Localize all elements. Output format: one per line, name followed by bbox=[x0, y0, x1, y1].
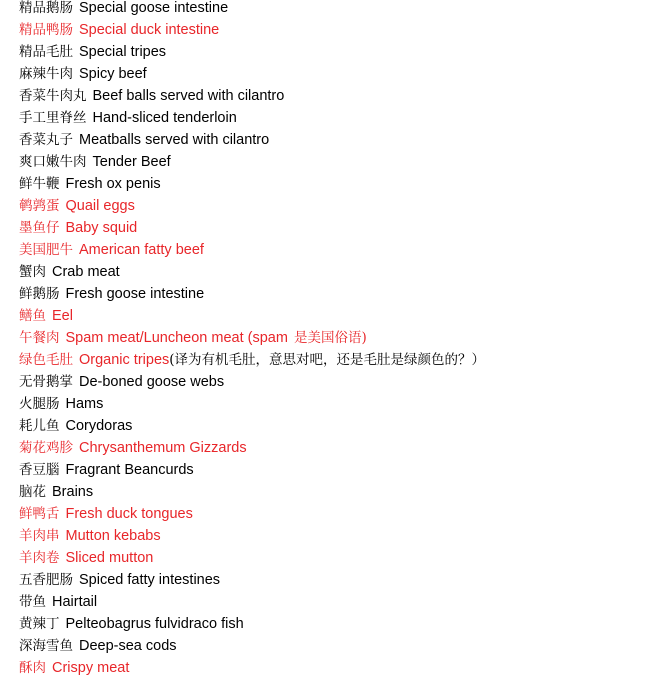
menu-item-chinese-name: 鳝鱼 bbox=[19, 308, 46, 324]
translator-note: 是美国俗语) bbox=[293, 330, 367, 346]
menu-item-chinese-name: 带鱼 bbox=[19, 594, 46, 610]
menu-item-english-name: Organic tripes bbox=[79, 352, 170, 368]
menu-item-english-name: Eel bbox=[52, 308, 73, 324]
translator-note: (译为有机毛肚，意思对吧，还是毛肚是绿颜色的？） bbox=[169, 352, 486, 368]
menu-item bbox=[19, 107, 659, 129]
menu-item-chinese-name: 香菜牛肉丸 bbox=[19, 88, 87, 104]
menu-item-chinese-name: 午餐肉 bbox=[19, 330, 60, 346]
menu-item-english-name: Fresh ox penis bbox=[65, 176, 161, 192]
menu-item-english-name: Fragrant Beancurds bbox=[65, 462, 194, 478]
menu-item-chinese-name: 菊花鸡胗 bbox=[19, 440, 73, 456]
menu-item-chinese-name: 香菜丸子 bbox=[19, 132, 73, 148]
menu-item bbox=[19, 437, 659, 459]
menu-item-english-name: Hairtail bbox=[52, 594, 98, 610]
menu-item-english-name: Spam meat/Luncheon meat (spam bbox=[65, 330, 288, 346]
menu-item bbox=[19, 41, 659, 63]
menu-item bbox=[19, 657, 659, 679]
menu-item-chinese-name: 精品鸭肠 bbox=[19, 22, 73, 38]
menu-item-english-name: Mutton kebabs bbox=[65, 528, 161, 544]
menu-item-chinese-name: 精品鹅肠 bbox=[19, 0, 73, 16]
menu-item bbox=[19, 371, 659, 393]
menu-item-english-name: Crab meat bbox=[52, 264, 120, 280]
menu-item bbox=[19, 349, 659, 371]
menu-item-chinese-name: 鲜鹅肠 bbox=[19, 286, 60, 302]
menu-item-english-name: De-boned goose webs bbox=[79, 374, 225, 390]
menu-item bbox=[19, 0, 659, 19]
menu-item bbox=[19, 481, 659, 503]
menu-item-chinese-name: 五香肥肠 bbox=[19, 572, 73, 588]
menu-item-chinese-name: 麻辣牛肉 bbox=[19, 66, 73, 82]
menu-item bbox=[19, 635, 659, 657]
menu-item-chinese-name: 羊肉卷 bbox=[19, 550, 60, 566]
menu-item-chinese-name: 深海雪鱼 bbox=[19, 638, 73, 654]
menu-item bbox=[19, 85, 659, 107]
menu-item bbox=[19, 305, 659, 327]
menu-item bbox=[19, 459, 659, 481]
menu-item-chinese-name: 酥肉 bbox=[19, 660, 46, 676]
menu-item-chinese-name: 脑花 bbox=[19, 484, 46, 500]
menu-item-chinese-name: 蟹肉 bbox=[19, 264, 46, 280]
menu-item bbox=[19, 151, 659, 173]
menu-item bbox=[19, 591, 659, 613]
menu-item bbox=[19, 415, 659, 437]
menu-item-chinese-name: 火腿肠 bbox=[19, 396, 60, 412]
menu-item bbox=[19, 525, 659, 547]
menu-item-chinese-name: 鲜牛鞭 bbox=[19, 176, 60, 192]
menu-item bbox=[19, 569, 659, 591]
menu-item-english-name: Quail eggs bbox=[65, 198, 135, 214]
menu-item-english-name: Corydoras bbox=[65, 418, 133, 434]
menu-item-english-name: Baby squid bbox=[65, 220, 138, 236]
menu-item-english-name: Pelteobagrus fulvidraco fish bbox=[65, 616, 244, 632]
menu-item bbox=[19, 129, 659, 151]
menu-item-chinese-name: 香豆腦 bbox=[19, 462, 60, 478]
menu-item-english-name: Fresh duck tongues bbox=[65, 506, 193, 522]
menu-translation-list bbox=[19, 0, 659, 679]
menu-item-chinese-name: 绿色毛肚 bbox=[19, 352, 73, 368]
menu-item-chinese-name: 手工里脊丝 bbox=[19, 110, 87, 126]
menu-item-chinese-name: 无骨鹅掌 bbox=[19, 374, 73, 390]
menu-item-chinese-name: 墨鱼仔 bbox=[19, 220, 60, 236]
menu-item-chinese-name: 鲜鸭舌 bbox=[19, 506, 60, 522]
menu-item-english-name: Brains bbox=[52, 484, 94, 500]
menu-item-english-name: American fatty beef bbox=[79, 242, 204, 258]
menu-item-english-name: Beef balls served with cilantro bbox=[92, 88, 285, 104]
menu-item bbox=[19, 327, 659, 349]
menu-item-chinese-name: 鹌鹑蛋 bbox=[19, 198, 60, 214]
menu-item-english-name: Tender Beef bbox=[92, 154, 171, 170]
menu-item-chinese-name: 耗儿鱼 bbox=[19, 418, 60, 434]
menu-item bbox=[19, 613, 659, 635]
menu-item bbox=[19, 283, 659, 305]
menu-item-english-name: Deep-sea cods bbox=[79, 638, 177, 654]
menu-item bbox=[19, 195, 659, 217]
menu-item-english-name: Special tripes bbox=[79, 44, 167, 60]
menu-item-english-name: Spiced fatty intestines bbox=[79, 572, 221, 588]
menu-item-english-name: Hand-sliced tenderloin bbox=[92, 110, 237, 126]
menu-item-english-name: Special goose intestine bbox=[79, 0, 229, 16]
menu-item bbox=[19, 173, 659, 195]
menu-item-english-name: Meatballs served with cilantro bbox=[79, 132, 270, 148]
menu-item-english-name: Chrysanthemum Gizzards bbox=[79, 440, 247, 456]
menu-item-english-name: Special duck intestine bbox=[79, 22, 220, 38]
menu-item-english-name: Crispy meat bbox=[52, 660, 130, 676]
menu-item bbox=[19, 547, 659, 569]
menu-item-english-name: Fresh goose intestine bbox=[65, 286, 205, 302]
menu-item-english-name: Spicy beef bbox=[79, 66, 147, 82]
menu-item bbox=[19, 19, 659, 41]
menu-item-chinese-name: 精品毛肚 bbox=[19, 44, 73, 60]
menu-item bbox=[19, 503, 659, 525]
menu-item-chinese-name: 羊肉串 bbox=[19, 528, 60, 544]
menu-item bbox=[19, 217, 659, 239]
menu-item bbox=[19, 239, 659, 261]
menu-item-chinese-name: 黄辣丁 bbox=[19, 616, 60, 632]
menu-item bbox=[19, 393, 659, 415]
menu-item bbox=[19, 261, 659, 283]
menu-item-english-name: Hams bbox=[65, 396, 104, 412]
menu-item-chinese-name: 爽口嫩牛肉 bbox=[19, 154, 87, 170]
menu-item-chinese-name: 美国肥牛 bbox=[19, 242, 73, 258]
menu-item-english-name: Sliced mutton bbox=[65, 550, 154, 566]
menu-item bbox=[19, 63, 659, 85]
